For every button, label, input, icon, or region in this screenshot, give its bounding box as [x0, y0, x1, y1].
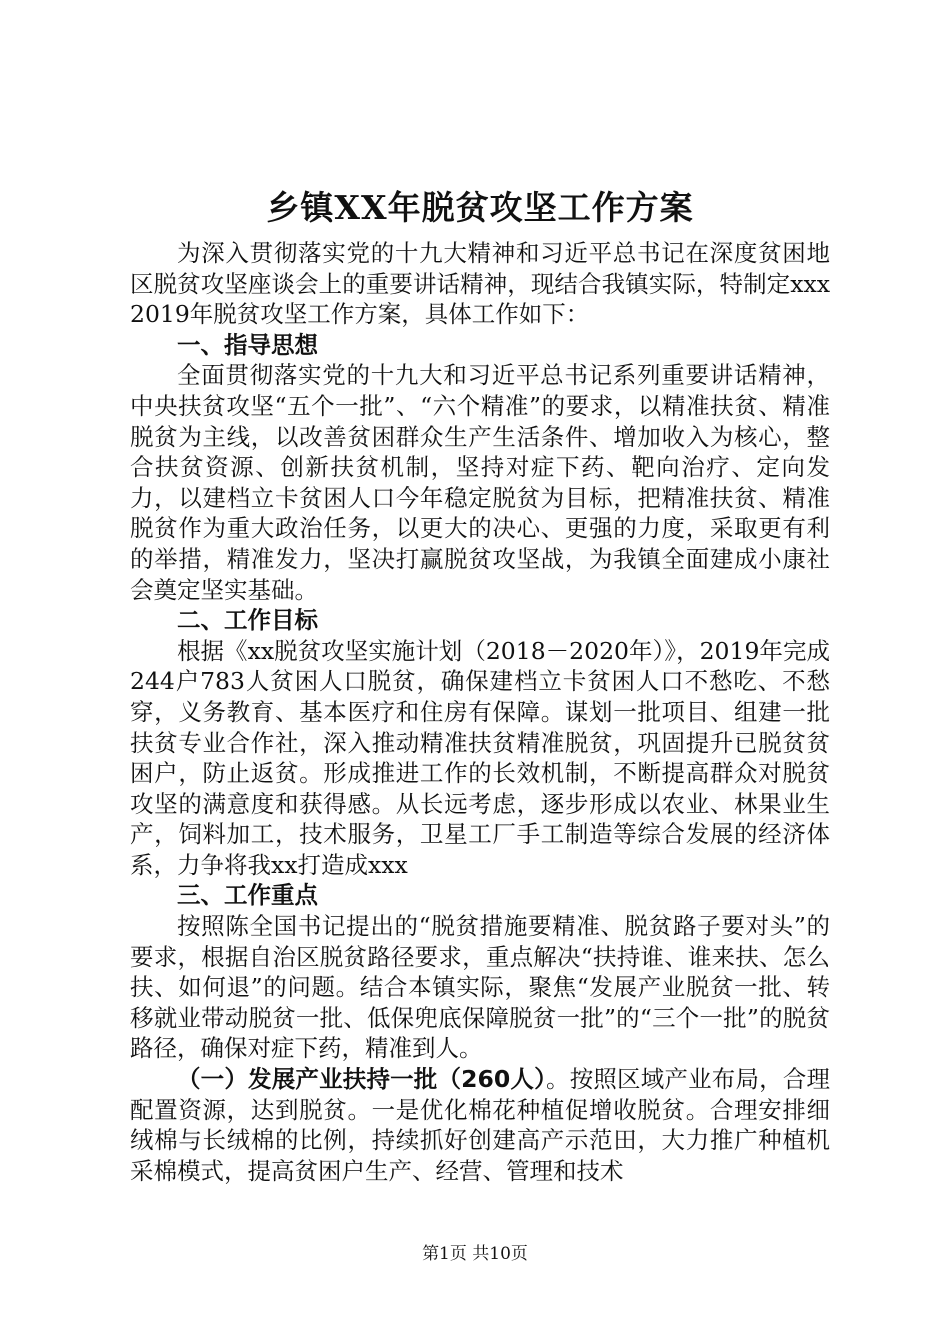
section-body-guiding-ideology: 全面贯彻落实党的十九大和习近平总书记系列重要讲话精神，中央扶贫攻坚“五个一批”、“六个精准”的要求，以精准扶贫、精准脱贫为主线，以改善贫困群众生产生活条件、增加收入为核心，整合扶贫资源、创新扶贫机制，坚持对症下药、靶向治疗、定向发力，以建档立卡贫困人口今年稳定脱贫为目标，把精准扶贫、精准脱贫作为重大政治任务，以更大的决心、更强的力度，采取更有利的举措，精准发力，坚决打赢脱贫攻坚战，为我镇全面建成小康社会奠定坚实基础。: [130, 361, 830, 604]
section-body-work-focus: 按照陈全国书记提出的“脱贫措施要精准、脱贫路子要对头”的要求，根据自治区脱贫路径要求，重点解决“扶持谁、谁来扶、怎么扶、如何退”的问题。结合本镇实际，聚焦“发展产业脱贫一批、转移就业带动脱贫一批、低保兜底保障脱贫一批”的“三个一批”的脱贫路径，确保对症下药，精准到人。: [130, 912, 830, 1063]
page-footer: 第1页 共10页: [422, 1244, 528, 1264]
document-title: 乡镇XX年脱贫攻坚工作方案: [266, 188, 694, 227]
section-heading-guiding-ideology: 一、指导思想: [177, 330, 318, 359]
intro-paragraph: 为深入贯彻落实党的十九大精神和习近平总书记在深度贫困地区脱贫攻坚座谈会上的重要讲话精神，现结合我镇实际，特制定xxx2019年脱贫攻坚工作方案，具体工作如下：: [130, 239, 830, 329]
subsection-industry-heading: （一）发展产业扶持一批（260人）: [177, 1065, 547, 1094]
section-heading-work-goals: 二、工作目标: [177, 606, 318, 635]
subsection-industry-paragraph: [130, 1064, 830, 1186]
subsection-industry-body: 。按照区域产业布局，合理配置资源，达到脱贫。一是优化棉花种植促增收脱贫。合理安排细绒棉与长绒棉的比例，持续抓好创建高产示范田，大力推广种植机采棉模式，提高贫困户生产、经营、管理和技术: [130, 1065, 830, 1185]
document-page: [130, 182, 830, 1186]
section-body-work-goals: 根据《xx脱贫攻坚实施计划（2018－2020年）》，2019年完成244户783人贫困人口脱贫，确保建档立卡贫困人口不愁吃、不愁穿，义务教育、基本医疗和住房有保障。谋划一批项目、组建一批扶贫专业合作社，深入推动精准扶贫精准脱贫，巩固提升已脱贫贫困户，防止返贫。形成推进工作的长效机制，不断提高群众对脱贫攻坚的满意度和获得感。从长远考虑，逐步形成以农业、林果业生产，饲料加工，技术服务，卫星工厂手工制造等综合发展的经济体系，力争将我xx打造成xxx: [130, 636, 830, 879]
section-heading-work-focus: 三、工作重点: [177, 881, 318, 910]
